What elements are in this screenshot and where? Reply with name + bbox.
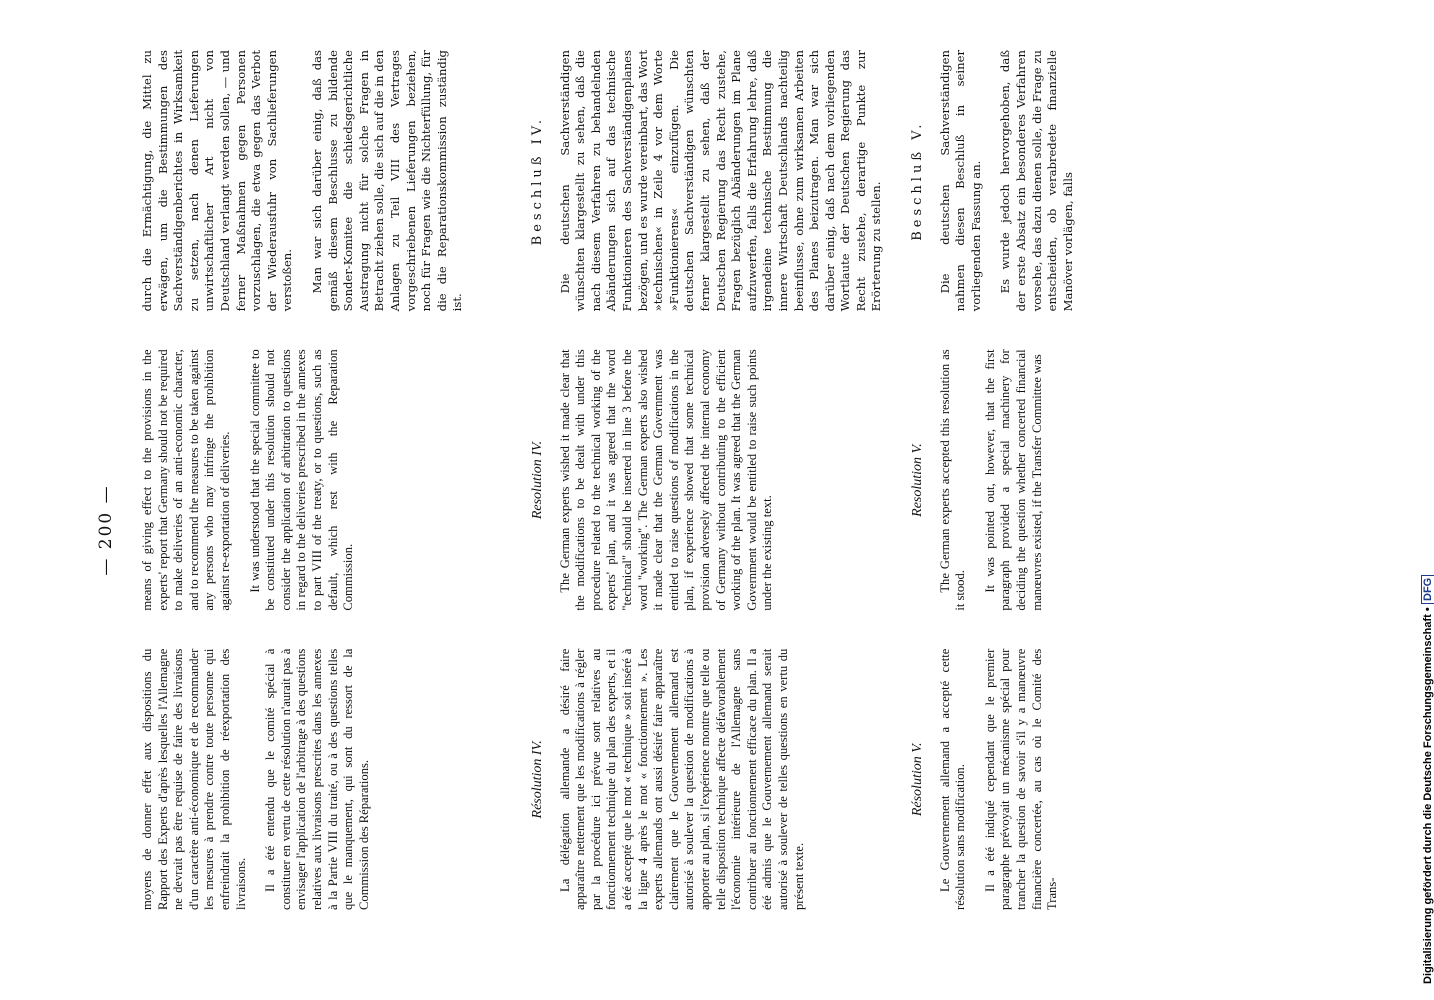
french-column-1	[140, 649, 480, 910]
german-heading-beschluss-4: Beschluß IV.	[530, 116, 545, 246]
german-heading-beschluss-5: Beschluß V.	[910, 120, 925, 241]
dfg-credit-text: Digitalisierung gefördert durch die Deutsche Forschungsgemeinschaft •	[1422, 607, 1434, 984]
english-paragraph: means of giving effect to the provisions in the experts' report that Germany should not be required to make deliveries of an anti-economic character, and to recommend the measures to be taken against any persons who may infringe the prohibition against re-exportation of deliveries.	[140, 349, 232, 611]
german-paragraph: Man war sich darüber einig, daß das gemäß diesem Beschlusse zu bildende Sonder-Komitee die schiedsgerichtliche Austragung nicht für solche Fragen in Betracht ziehen solle, die sich auf die in den Anlagen zu Teil VIII des Vertrages vorgeschriebenen Lieferungen beziehen, noch für Fragen wie die Nichterfüllung, für die die Reparationskommission zuständig ist.	[309, 50, 465, 312]
french-column-2	[520, 649, 899, 910]
french-column-3	[900, 649, 1090, 910]
english-column-1	[140, 349, 480, 610]
english-column-3	[900, 349, 1090, 610]
french-paragraph: Le Gouvernement allemand a accepté cette résolution sans modification.	[937, 648, 968, 910]
french-heading-resolution-5: Résolution V.	[910, 742, 925, 817]
band-1	[140, 50, 480, 910]
english-heading-resolution-5: Resolution V.	[910, 443, 925, 517]
english-heading-resolution-4: Resolution IV.	[530, 440, 545, 520]
page-number: — 200 —	[96, 484, 116, 576]
german-paragraph: durch die Ermächtigung, die Mittel zu erwägen, um die Bestimmungen des Sachverständigenberichtes in Wirksamkeit zu setzen, nach denen Lieferungen unwirtschaftlicher Art nicht von Deutschland verlangt werden sollen, — und ferner Maßnahmen gegen Personen vorzuschlagen, die etwa gegen das Verbot der Wiederausfuhr von Sachlieferungen verstoßen.	[140, 50, 295, 312]
german-paragraph: Die deutschen Sachverständigen nahmen diesen Beschluß in seiner vorliegenden Fassung an.	[937, 50, 983, 312]
french-paragraph: Il a été entendu que le comité spécial à constituer en vertu de cette résolution n'aurait pas à envisager l'application de l'arbitrage à des questions relatives aux livraisons prescrites dans les annexes à la Partie VIII du traité, ou à des questions telles que le manquement, qui sont du ressort de la Commission des Réparations.	[263, 648, 371, 910]
english-paragraph: The German experts wished it made clear that the modifications to be dealt with under this procedure related to the technical working of the experts' plan, and it was agreed that the word "technical" should be inserted in line 3 before the word "working". The German experts also wished it made clear that the German Government was entitled to raise questions of modifications in the plan, if experience showed that some technical provision adversely affected the internal economy of Germany without contributing to the efficient working of the plan. It was agreed that the German Government would be entitled to raise such points under the existing text.	[557, 349, 775, 611]
dfg-credit	[1422, 575, 1434, 984]
band-2	[520, 50, 899, 910]
french-paragraph: La délégation allemande a désiré faire apparaître nettement que les modifications à régler par la procédure ici prévue sont relatives au fonctionnement technique du plan des experts, et il a été accepté que le mot « technique » soit inséré à la ligne 4 après le mot « fonctionnement ». Les experts allemands ont aussi désiré faire apparaître clairement que le Gouvernement allemand est autorisé à soulever la question de modifications à apporter au plan, si l'expérience montre que telle ou telle disposition technique affecte défavorablement l'économie intérieure de l'Allemagne sans contribuer au fonctionnement efficace du plan. Il a été admis que le Gouvernement allemand serait autorisé à soulever de telles questions en vertu du présent texte.	[557, 648, 806, 910]
english-paragraph: It was pointed out, however, that the first paragraph provided a special machinery for deciding the question whether concerted financial manœuvres existed, if the Transfer Committee was	[982, 349, 1044, 611]
french-paragraph: Il a été indiqué cependant que le premier paragraphe prévoyait un mécanisme spécial pour trancher la question de savoir s'il y a manœuvre financière concertée, au cas où le Comité des Trans-	[982, 648, 1060, 910]
german-column-1	[140, 50, 480, 311]
german-column-3	[900, 50, 1090, 311]
french-heading-resolution-4: Résolution IV.	[530, 740, 545, 819]
english-column-2	[520, 349, 899, 610]
german-paragraph: Es wurde jedoch hervorgehoben, daß der erste Absatz ein besonderes Verfahren vorsehe, das dazu dienen solle, die Frage zu entscheiden, ob verabredete finanzielle Manöver vorlägen, falls	[998, 50, 1075, 312]
french-paragraph: moyens de donner effet aux dispositions du Rapport des Experts d'après lesquelles l'Allemagne ne devrait pas être requise de faire des livraisons d'un caractère anti-économique et de recommander les mesures à prendre contre toute personne qui enfreindrait la prohibition de réexportation des livraisons.	[140, 648, 248, 910]
english-paragraph: The German experts accepted this resolution as it stood.	[937, 349, 968, 611]
dfg-logo: DFG	[1421, 575, 1434, 604]
band-3	[900, 50, 1090, 910]
german-paragraph: Die deutschen Sachverständigen wünschten klargestellt zu sehen, daß die nach diesem Verfahren zu behandelnden Abänderungen sich auf das technische Funktionieren des Sachverständigenplanes bezögen, und es wurde vereinbart, das Wort »technischen« in Zeile 4 vor dem Worte »Funktionierens« einzufügen. Die deutschen Sachverständigen wünschten ferner klargestellt zu sehen, daß der Deutschen Regierung das Recht zustehe, Fragen bezüglich Abänderungen im Plane aufzuwerfen, falls die Erfahrung lehre, daß irgendeine technische Bestimmung die innere Wirtschaft Deutschlands nachteilig beeinflusse, ohne zum wirksamen Arbeiten des Planes beizutragen. Man war sich darüber einig, daß nach dem vorliegenden Wortlaute der Deutschen Regierung das Recht zustehe, derartige Punkte zur Erörterung zu stellen.	[557, 50, 884, 312]
german-column-2	[520, 50, 899, 311]
english-paragraph: It was understood that the special committee to be constituted under this resolution should not consider the application of arbitration to questions in regard to the deliveries prescribed in the annexes to part VIII of the treaty, or to questions, such as default, which rest with the Reparation Commission.	[247, 349, 356, 611]
